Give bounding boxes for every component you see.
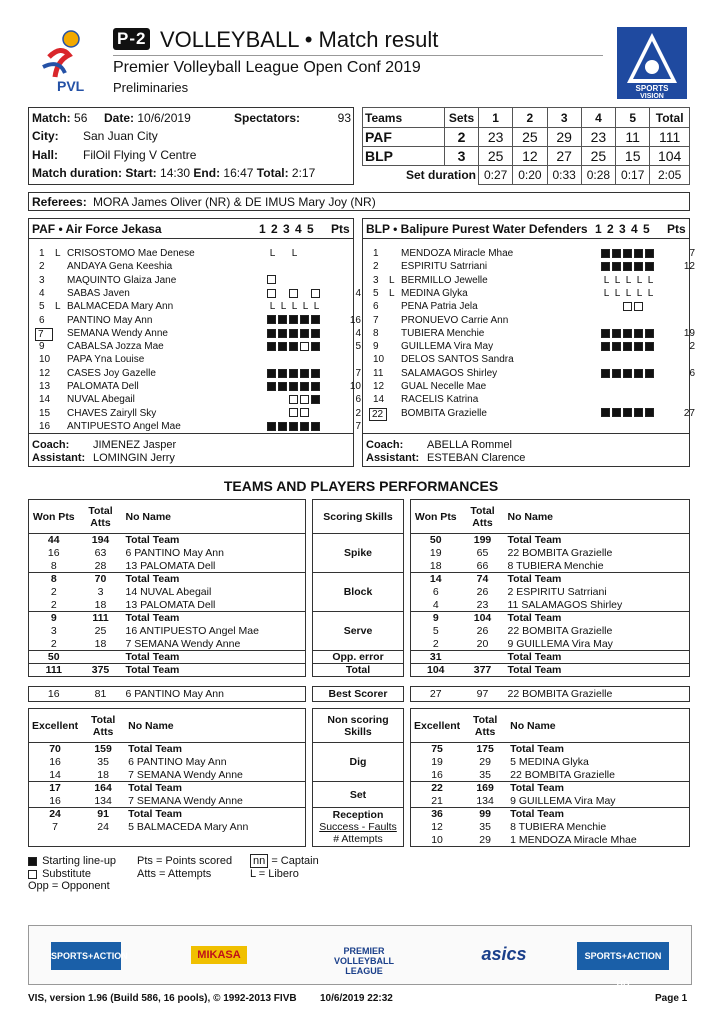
player-row: 7 SEMANA Wendy Anne 4: [39, 328, 355, 341]
player-row: 10 PAPA Yna Louise: [39, 354, 145, 366]
starting-square: [267, 329, 276, 338]
starting-square: [645, 249, 654, 258]
referees: Referees: MORA James Oliver (NR) & DE IMUS Mary Joy (NR): [28, 192, 690, 211]
report-code: P-2: [113, 28, 150, 50]
svg-text:VISION: VISION: [640, 93, 664, 99]
starting-square: [601, 249, 610, 258]
sponsor-bar: [28, 925, 692, 989]
player-row: 12 GUAL Necelle Mae: [373, 381, 487, 392]
starting-square: [612, 342, 621, 351]
match-info: Match: 56 Date: 10/6/2019 Spectators: 93 City: San Juan City Hall: FilOil Flying V Centre Match duration: Start: 14:30 End: 16:47 Total: 2:17: [28, 107, 354, 185]
player-name: ANDAYA Gena Keeshia: [67, 261, 173, 273]
player-name: TUBIERA Menchie: [401, 327, 485, 339]
starting-square: [278, 329, 287, 338]
starting-square: [645, 408, 654, 417]
player-row: 5 L BALMACEDA Mary Ann L L L L L: [39, 301, 320, 313]
starting-square: [634, 408, 643, 417]
player-points: 10: [349, 381, 361, 392]
legend: Starting line-up Substitute Opp = Opponent: [28, 855, 117, 892]
starting-square: [278, 422, 287, 431]
match-date: 10/6/2019: [137, 111, 191, 125]
player-name: CRISOSTOMO Mae Denese: [67, 248, 195, 259]
starting-square: [612, 369, 621, 378]
substitute-square: [311, 289, 320, 298]
starting-square: [289, 382, 298, 391]
starting-square: [311, 382, 320, 391]
player-points: 7: [355, 367, 361, 379]
starting-square: [289, 369, 298, 378]
player-name: DELOS SANTOS Sandra: [401, 354, 514, 366]
starting-square: [311, 342, 320, 351]
footer-timestamp: 10/6/2019 22:32: [320, 993, 393, 1004]
player-name: BALMACEDA Mary Ann: [67, 301, 174, 313]
pvl-logo: [35, 27, 95, 97]
player-row: 3 L BERMILLO Jewelle L L L L L: [373, 274, 654, 286]
starting-square: [645, 262, 654, 271]
player-row: 1 L CRISOSTOMO Mae Denese L L: [39, 248, 298, 259]
starting-square: [623, 249, 632, 258]
page-number: Page 1: [655, 993, 688, 1004]
starting-square: [267, 342, 276, 351]
player-row: 10 DELOS SANTOS Sandra: [373, 354, 514, 366]
team-b-panel: BLP • Balipure Purest Water Defenders 1 2 3 4 5 Pts 1 MENDOZA Miracle Mhae 7 2 ESPIRITU Satrriani 12 3 L BERMILLO Jewelle L L L L L 5 L MEDINA Glyka L L L L L 6 PENA Patria Jela 7 PRONUEVO Carrie Ann 8 TUBIERA Menchie 19 9 GUILLEMA Vira May 2 10 DELOS SANTOS Sandra 11 SALAMAGOS Shirley 6 12 GUAL Necelle Mae 14 RACELIS Katrina 22 BOMBITA Grazielle 27 Coach: ABELLA Rommel Assistant: ESTEBAN Clarence: [362, 218, 690, 467]
player-name: PAPA Yna Louise: [67, 354, 145, 366]
substitute-square: [289, 408, 298, 417]
player-points: 4: [355, 287, 361, 299]
starting-square: [267, 369, 276, 378]
starting-square: [289, 329, 298, 338]
hall: FilOil Flying V Centre: [83, 148, 197, 162]
starting-square: [289, 422, 298, 431]
player-row: 11 SALAMAGOS Shirley 6: [373, 367, 695, 379]
player-row: 2 ANDAYA Gena Keeshia: [39, 261, 173, 273]
substitute-square: [300, 395, 309, 404]
starting-square: [612, 262, 621, 271]
player-row: 7 PRONUEVO Carrie Ann: [373, 314, 509, 326]
substitute-square: [300, 408, 309, 417]
starting-square: [300, 329, 309, 338]
player-row: 14 NUVAL Abegail 6: [39, 394, 361, 406]
player-points: 4: [355, 327, 361, 339]
sports-vision-logo: [617, 27, 687, 99]
starting-square: [623, 408, 632, 417]
starting-square: [311, 329, 320, 338]
player-name: PALOMATA Dell: [67, 381, 139, 392]
player-name: SABAS Javen: [67, 287, 130, 299]
starting-square: [634, 329, 643, 338]
starting-square: [278, 315, 287, 324]
team-b-title: BLP • Balipure Purest Water Defenders: [366, 222, 588, 236]
starting-square: [278, 342, 287, 351]
sports-action-logo: SPORTS+ACTION: [51, 942, 121, 970]
player-name: ESPIRITU Satrriani: [401, 261, 488, 273]
player-name: RACELIS Katrina: [401, 394, 479, 406]
player-name: PANTINO May Ann: [67, 314, 153, 326]
starting-square: [311, 315, 320, 324]
starting-square: [612, 408, 621, 417]
player-row: 1 MENDOZA Miracle Mhae 7: [373, 248, 695, 259]
starting-square: [623, 262, 632, 271]
svg-text:SPORTS: SPORTS: [635, 84, 669, 93]
substitute-square: [634, 302, 643, 311]
starting-square: [601, 342, 610, 351]
starting-square: [601, 369, 610, 378]
player-name: ANTIPUESTO Angel Mae: [67, 420, 181, 432]
player-points: 2: [355, 407, 361, 419]
svg-text:PVL: PVL: [57, 78, 85, 94]
player-points: 19: [683, 327, 695, 339]
starting-square: [623, 329, 632, 338]
starting-square: [612, 329, 621, 338]
player-name: SALAMAGOS Shirley: [401, 367, 498, 379]
player-points: 2: [689, 341, 695, 353]
player-points: 27: [683, 407, 695, 419]
player-row: 12 CASES Joy Gazelle 7: [39, 367, 361, 379]
player-row: 22 BOMBITA Grazielle 27: [373, 408, 689, 421]
player-name: BOMBITA Grazielle: [401, 407, 487, 419]
starting-square: [300, 382, 309, 391]
starting-square: [289, 342, 298, 351]
perf-title: TEAMS AND PLAYERS PERFORMANCES: [223, 478, 499, 494]
player-row: 9 CABALSA Jozza Mae 5: [39, 341, 361, 353]
starting-square: [311, 395, 320, 404]
city: San Juan City: [83, 129, 158, 143]
starting-square: [645, 369, 654, 378]
starting-square: [645, 342, 654, 351]
player-points: 6: [355, 394, 361, 406]
player-name: MEDINA Glyka: [401, 287, 468, 299]
player-row: 6 PENA Patria Jela: [373, 301, 689, 314]
starting-square: [278, 369, 287, 378]
starting-square: [601, 408, 610, 417]
player-name: NUVAL Abegail: [67, 394, 135, 406]
starting-square: [267, 422, 276, 431]
phase: Preliminaries: [113, 80, 189, 95]
score-table: Teams Sets 1 2 3 4 5 Total PAF 2 23 25 29 23 11 111 BLP 3 25 12 27 25 15 104 Set duration 0:27 0:20 0:33 0:28 0:17 2:05: [362, 107, 690, 185]
player-name: GUILLEMA Vira May: [401, 341, 494, 353]
player-row: 16 ANTIPUESTO Angel Mae 7: [39, 420, 361, 432]
starting-square: [278, 382, 287, 391]
player-points: 6: [689, 367, 695, 379]
player-row: 15 CHAVES Zairyll Sky 2: [39, 407, 361, 419]
starting-square: [311, 369, 320, 378]
player-name: GUAL Necelle Mae: [401, 381, 487, 392]
starting-square: [300, 422, 309, 431]
player-row: 5 L MEDINA Glyka L L L L L: [373, 287, 654, 299]
substitute-square: [300, 342, 309, 351]
player-name: PENA Patria Jela: [401, 301, 478, 313]
player-name: CASES Joy Gazelle: [67, 367, 156, 379]
starting-square: [623, 342, 632, 351]
team-a-panel: PAF • Air Force Jekasa 1 2 3 4 5 Pts 1 L CRISOSTOMO Mae Denese L L 2 ANDAYA Gena Keeshia 3 MAQUINTO Glaiza Jane 4 SABAS Javen 4 5 L BALMACEDA Mary Ann L L L L L 6 PANTINO May Ann 16 7 SEMANA Wendy Anne 4 9 CABALSA Jozza Mae 5 10 PAPA Yna Louise 12 CASES Joy Gazelle 7 13 PALOMATA Dell 10 14 NUVAL Abegail 6 15 CHAVES Zairyll Sky 2 16 ANTIPUESTO Angel Mae 7 Coach: JIMENEZ Jasper Assistant: LOMINGIN Jerry: [28, 218, 354, 467]
starting-square: [267, 315, 276, 324]
league-name: Premier Volleyball League Open Conf 2019: [113, 59, 421, 76]
starting-square: [300, 315, 309, 324]
mikasa-logo: MIKASA: [191, 946, 247, 964]
starting-square: [267, 382, 276, 391]
starting-square: [634, 262, 643, 271]
player-name: BERMILLO Jewelle: [401, 274, 488, 286]
starting-square: [612, 249, 621, 258]
player-points: 5: [355, 341, 361, 353]
player-points: 16: [349, 314, 361, 326]
player-name: MENDOZA Miracle Mhae: [401, 248, 514, 259]
best-scorer-label: Best Scorer: [328, 688, 388, 700]
sports-action-hd-logo: SPORTS+ACTION HD: [577, 942, 669, 970]
player-row: 13 PALOMATA Dell 10: [39, 381, 361, 392]
footer-version: VIS, version 1.96 (Build 586, 16 pools), © 1992-2013 FIVB: [28, 993, 297, 1004]
player-name: PRONUEVO Carrie Ann: [401, 314, 509, 326]
player-points: 12: [683, 261, 695, 273]
player-name: SEMANA Wendy Anne: [67, 327, 168, 339]
starting-square: [645, 329, 654, 338]
player-points: 7: [355, 420, 361, 432]
player-points: 7: [689, 248, 695, 259]
substitute-square: [289, 289, 298, 298]
starting-square: [634, 342, 643, 351]
match-number: 56: [74, 111, 88, 125]
player-row: 2 ESPIRITU Satrriani 12: [373, 261, 695, 273]
starting-square: [601, 329, 610, 338]
player-name: CHAVES Zairyll Sky: [67, 407, 157, 419]
player-row: 6 PANTINO May Ann 16: [39, 314, 361, 326]
player-name: CABALSA Jozza Mae: [67, 341, 164, 353]
starting-square: [634, 369, 643, 378]
starting-square: [311, 422, 320, 431]
substitute-square: [289, 395, 298, 404]
player-name: MAQUINTO Glaiza Jane: [67, 274, 177, 286]
team-a-coach: JIMENEZ Jasper: [93, 439, 177, 451]
team-a-title: PAF • Air Force Jekasa: [32, 222, 162, 236]
player-row: 4 SABAS Javen 4: [39, 287, 361, 299]
starting-square: [300, 369, 309, 378]
starting-square: [623, 369, 632, 378]
player-row: 14 RACELIS Katrina: [373, 394, 479, 406]
asics-logo: asics: [481, 944, 527, 964]
starting-square: [601, 262, 610, 271]
player-row: 8 TUBIERA Menchie 19: [373, 327, 695, 339]
substitute-square: [267, 275, 276, 284]
player-row: 3 MAQUINTO Glaiza Jane: [39, 275, 355, 288]
player-row: 9 GUILLEMA Vira May 2: [373, 341, 695, 353]
starting-square: [289, 315, 298, 324]
starting-square: [634, 249, 643, 258]
page-title: VOLLEYBALL • Match result: [160, 27, 439, 52]
pvl-sponsor-logo: PREMIER VOLLEYBALL LEAGUE: [334, 946, 394, 976]
team-b-coach: ABELLA Rommel: [427, 439, 512, 451]
substitute-square: [623, 302, 632, 311]
spectators: 93: [337, 111, 351, 125]
substitute-square: [267, 289, 276, 298]
